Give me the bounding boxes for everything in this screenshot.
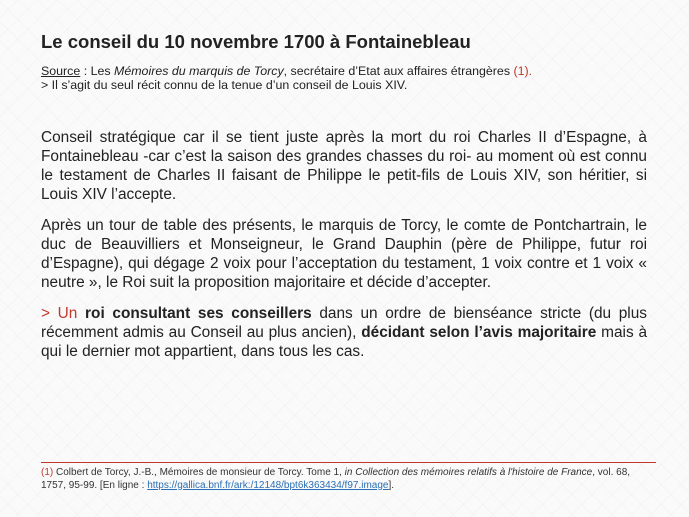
source-label: Source: [41, 64, 81, 78]
footnote-text-2: , vol. 68, 1757, 95-99. [En ligne :: [41, 467, 631, 491]
slide-title: Le conseil du 10 novembre 1700 à Fontainebleau: [41, 31, 471, 52]
gallica-link[interactable]: https://gallica.bnf.fr/ark:/12148/bpt6k363434/f97.image: [147, 479, 389, 491]
source-block: [41, 64, 661, 92]
p3-text-1: dans un ordre de bienséance stricte (du plus récemment admis au Conseil au plus ancien),: [41, 305, 647, 341]
source-after-title: , secrétaire d’Etat aux affaires étrangères: [283, 64, 514, 78]
footnote-text-1: Colbert de Torcy, J.-B., Mémoires de monsieur de Torcy. Tome 1,: [53, 467, 345, 478]
p3-bold-1: roi consultant ses conseillers: [85, 305, 312, 322]
footnote-mark: (1): [41, 467, 54, 478]
paragraph-3: [41, 304, 647, 361]
p3-text-2: mais à qui le dernier mot appartient, dans tous les cas.: [41, 324, 648, 360]
paragraph-2: Après un tour de table des présents, le marquis de Torcy, le comte de Pontchartrain, le duc de Beauvilliers et Monseigneur, le Grand Dauphin (père de Philippe, futur roi d’Espagne), qui dégage 2 voix pour l’acceptation du testament, 1 voix contre et 1 voix « neutre », le Roi suit la proposition majoritaire et décide d’accepter.: [41, 217, 647, 291]
source-ref-mark: (1).: [513, 64, 533, 78]
paragraph-1: Conseil stratégique car il se tient juste après la mort du roi Charles II d’Espagne, à Fontainebleau -car c’est la saison des grandes chasses du roi- au moment où est connu le testament de Charles II faisant de Philippe le petit-fils de Louis XIV, son héritier, si Louis XIV l’accepte.: [41, 129, 647, 203]
source-work-title: Mémoires du marquis de Torcy: [114, 64, 284, 78]
footnote: [41, 462, 656, 492]
footnote-end: ].: [388, 479, 395, 491]
p3-bold-2: décidant selon l’avis majoritaire: [361, 324, 597, 341]
source-sep: : Les: [80, 64, 115, 78]
source-note: > Il s’agit du seul récit connu de la tenue d’un conseil de Louis XIV.: [41, 78, 408, 92]
p3-arrow: > Un: [41, 305, 86, 322]
footnote-italic: in Collection des mémoires relatifs à l'histoire de France: [344, 467, 593, 478]
body-text: [41, 128, 647, 373]
